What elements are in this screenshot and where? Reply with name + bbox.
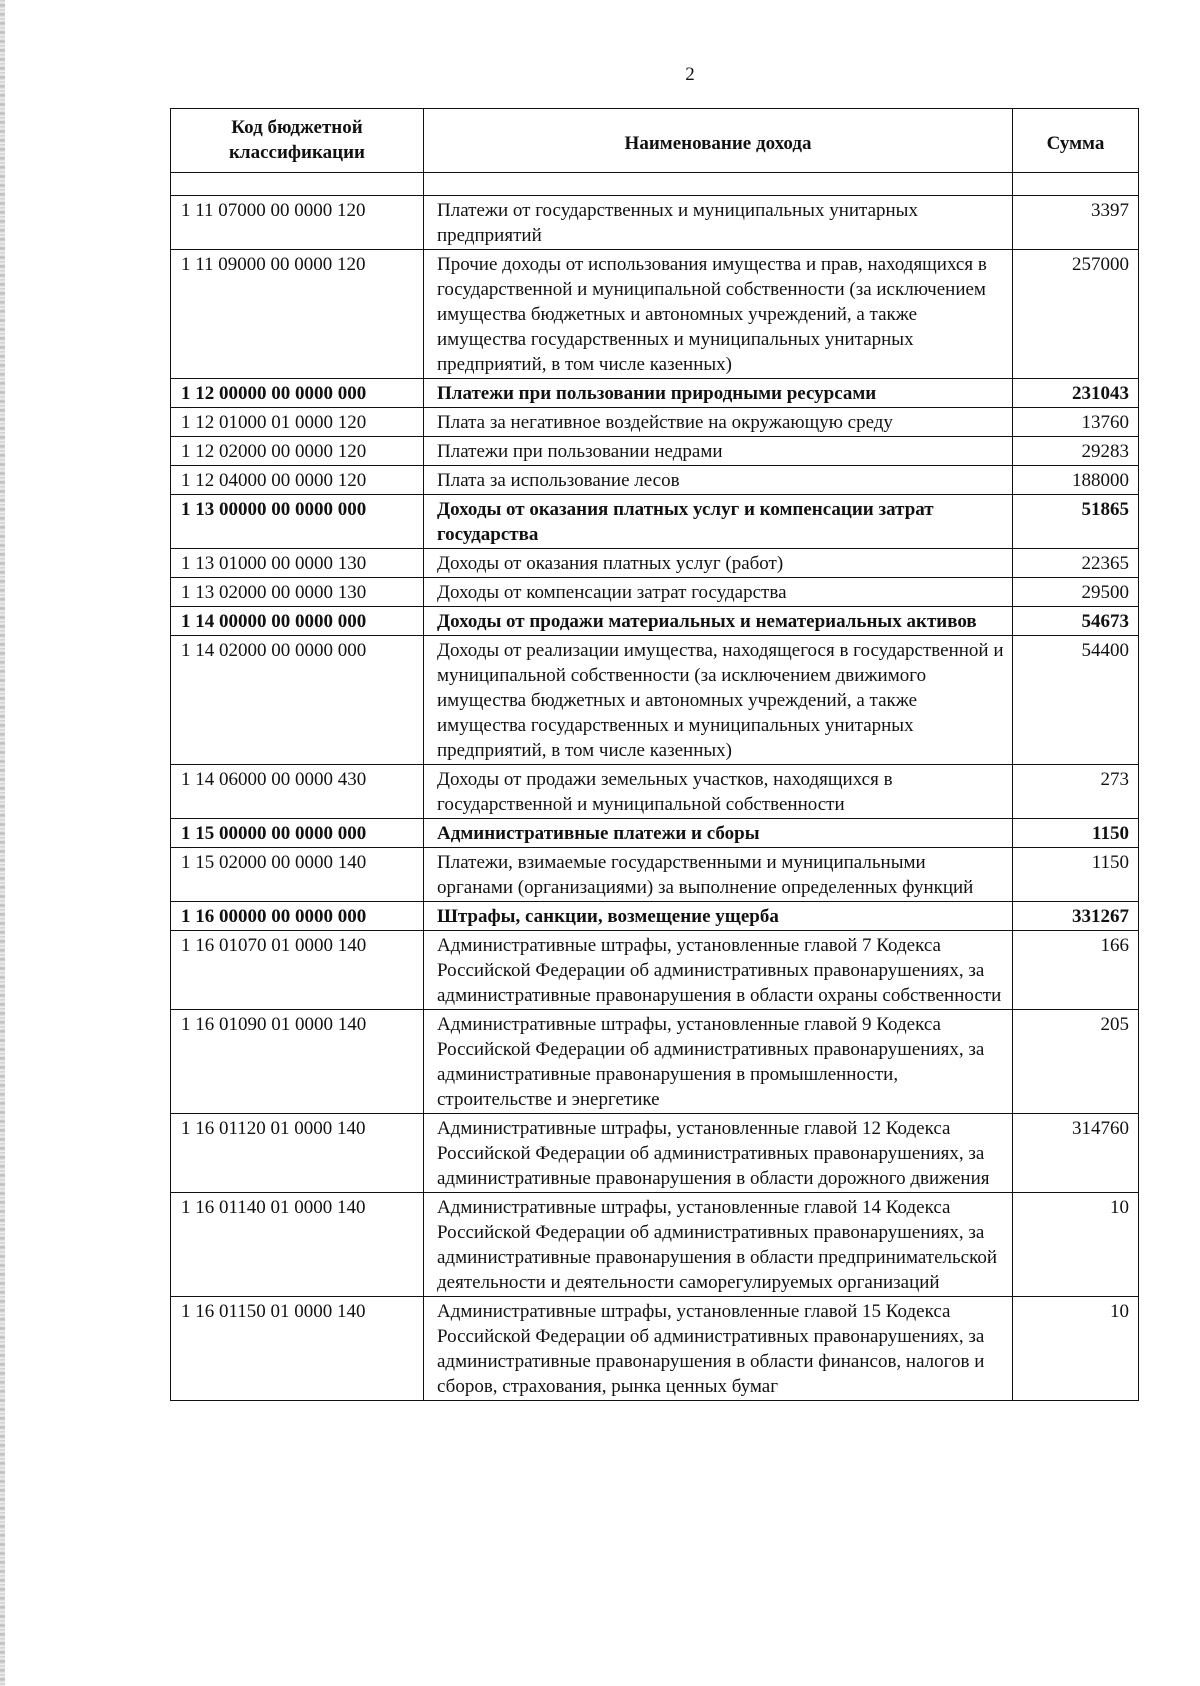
code-cell: 1 13 01000 00 0000 130 [171,549,424,578]
table-body [171,173,1139,1401]
table-row [171,607,1139,636]
sum-cell: 188000 [1013,466,1139,495]
name-cell: Доходы от компенсации затрат государства [424,578,1013,607]
empty-row [171,173,1139,196]
table-row [171,437,1139,466]
sum-cell: 3397 [1013,196,1139,250]
sum-cell: 257000 [1013,250,1139,379]
table-row [171,902,1139,931]
sum-cell: 22365 [1013,549,1139,578]
name-cell: Плата за использование лесов [424,466,1013,495]
table-row [171,196,1139,250]
code-cell: 1 16 01120 01 0000 140 [171,1114,424,1193]
code-cell: 1 15 00000 00 0000 000 [171,819,424,848]
sum-cell: 51865 [1013,495,1139,549]
code-cell: 1 16 01140 01 0000 140 [171,1193,424,1297]
table-header [171,109,1139,173]
code-cell: 1 16 01090 01 0000 140 [171,1010,424,1114]
name-cell: Административные платежи и сборы [424,819,1013,848]
sum-cell: 273 [1013,765,1139,819]
code-cell: 1 15 02000 00 0000 140 [171,848,424,902]
code-cell: 1 11 09000 00 0000 120 [171,250,424,379]
table-row [171,578,1139,607]
code-cell: 1 12 04000 00 0000 120 [171,466,424,495]
table-row [171,819,1139,848]
code-cell: 1 13 02000 00 0000 130 [171,578,424,607]
name-cell: Платежи при пользовании природными ресурсами [424,379,1013,408]
table-row [171,636,1139,765]
name-cell: Административные штрафы, установленные главой 14 Кодекса Российской Федерации об административных правонарушениях, за административные правонарушения в области предпринимательской деятельности и деятельности саморегулируемых организаций [424,1193,1013,1297]
table-row [171,495,1139,549]
name-cell: Плата за негативное воздействие на окружающую среду [424,408,1013,437]
code-cell: 1 11 07000 00 0000 120 [171,196,424,250]
name-cell: Доходы от продажи земельных участков, находящихся в государственной и муниципальной собственности [424,765,1013,819]
sum-cell: 205 [1013,1010,1139,1114]
header-sum: Сумма [1013,109,1139,173]
table-row [171,1010,1139,1114]
header-row [171,109,1139,173]
table-row [171,848,1139,902]
sum-cell: 54673 [1013,607,1139,636]
table-row [171,408,1139,437]
table-row [171,379,1139,408]
name-cell: Доходы от продажи материальных и нематериальных активов [424,607,1013,636]
empty-cell [171,173,424,196]
table-row [171,765,1139,819]
table-row [171,549,1139,578]
name-cell: Доходы от оказания платных услуг и компенсации затрат государства [424,495,1013,549]
sum-cell: 54400 [1013,636,1139,765]
name-cell: Прочие доходы от использования имущества и прав, находящихся в государственной и муниципальной собственности (за исключением имущества бюджетных и автономных учреждений, а также имущества государственных и муниципальных унитарных предприятий, в том числе казенных) [424,250,1013,379]
name-cell: Штрафы, санкции, возмещение ущерба [424,902,1013,931]
sum-cell: 1150 [1013,848,1139,902]
code-cell: 1 14 06000 00 0000 430 [171,765,424,819]
sum-cell: 10 [1013,1193,1139,1297]
table-row [171,1114,1139,1193]
name-cell: Платежи, взимаемые государственными и муниципальными органами (организациями) за выполнение определенных функций [424,848,1013,902]
code-cell: 1 16 01070 01 0000 140 [171,931,424,1010]
code-cell: 1 12 02000 00 0000 120 [171,437,424,466]
code-cell: 1 12 01000 01 0000 120 [171,408,424,437]
sum-cell: 331267 [1013,902,1139,931]
name-cell: Административные штрафы, установленные главой 9 Кодекса Российской Федерации об административных правонарушениях, за административные правонарушения в промышленности, строительстве и энергетике [424,1010,1013,1114]
table-row [171,466,1139,495]
code-cell: 1 16 01150 01 0000 140 [171,1297,424,1401]
empty-cell [424,173,1013,196]
name-cell: Административные штрафы, установленные главой 7 Кодекса Российской Федерации об административных правонарушениях, за административные правонарушения в области охраны собственности [424,931,1013,1010]
name-cell: Платежи от государственных и муниципальных унитарных предприятий [424,196,1013,250]
header-code: Код бюджетной классификации [171,109,424,173]
table-row [171,1193,1139,1297]
income-table [170,108,1139,1401]
code-cell: 1 13 00000 00 0000 000 [171,495,424,549]
sum-cell: 314760 [1013,1114,1139,1193]
name-cell: Доходы от реализации имущества, находящегося в государственной и муниципальной собственности (за исключением движимого имущества бюджетных и автономных учреждений, а также имущества государственных и муниципальных унитарных предприятий, в том числе казенных) [424,636,1013,765]
sum-cell: 166 [1013,931,1139,1010]
sum-cell: 10 [1013,1297,1139,1401]
table-row [171,931,1139,1010]
scan-edge-shadow [0,0,5,1686]
table-row [171,250,1139,379]
code-cell: 1 12 00000 00 0000 000 [171,379,424,408]
sum-cell: 13760 [1013,408,1139,437]
name-cell: Платежи при пользовании недрами [424,437,1013,466]
page-number: 2 [685,64,695,85]
sum-cell: 29500 [1013,578,1139,607]
sum-cell: 231043 [1013,379,1139,408]
name-cell: Административные штрафы, установленные главой 15 Кодекса Российской Федерации об административных правонарушениях, за административные правонарушения в области финансов, налогов и сборов, страхования, рынка ценных бумаг [424,1297,1013,1401]
name-cell: Доходы от оказания платных услуг (работ) [424,549,1013,578]
sum-cell: 1150 [1013,819,1139,848]
sum-cell: 29283 [1013,437,1139,466]
code-cell: 1 16 00000 00 0000 000 [171,902,424,931]
code-cell: 1 14 02000 00 0000 000 [171,636,424,765]
empty-cell [1013,173,1139,196]
table-row [171,1297,1139,1401]
name-cell: Административные штрафы, установленные главой 12 Кодекса Российской Федерации об административных правонарушениях, за административные правонарушения в области дорожного движения [424,1114,1013,1193]
code-cell: 1 14 00000 00 0000 000 [171,607,424,636]
header-name: Наименование дохода [424,109,1013,173]
